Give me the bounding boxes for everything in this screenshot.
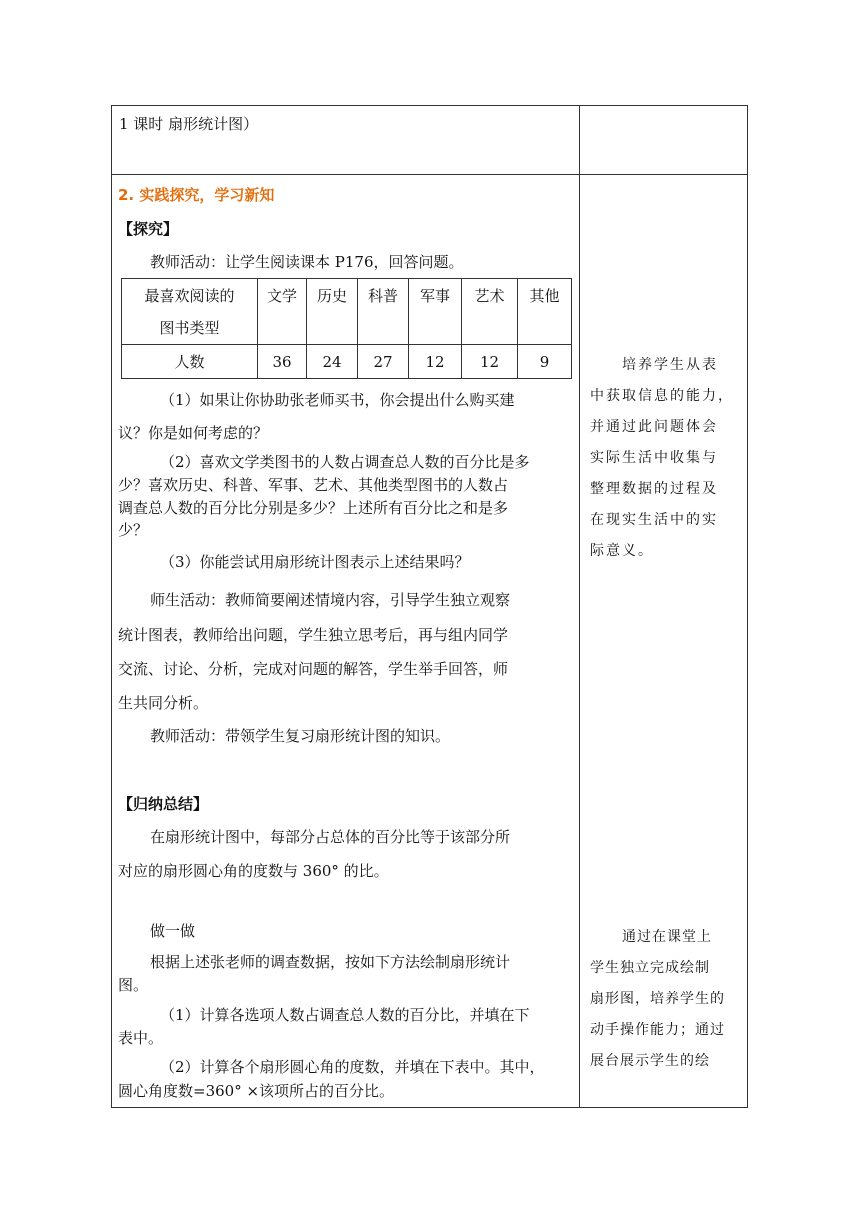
review-activity: 教师活动：带领学生复习扇形统计图的知识。 [150, 727, 451, 745]
question-2-line1: （2）喜欢文学类图书的人数占调查总人数的百分比是多 [160, 453, 530, 471]
header-line1: 最喜欢阅读的 [144, 286, 235, 305]
category-cell: 艺术 [462, 279, 518, 345]
header-line2: 图书类型 [159, 318, 220, 337]
practice-intro-line1: 根据上述张老师的调查数据，按如下方法绘制扇形统计 [150, 953, 511, 971]
table-header-label [122, 279, 258, 345]
question-2-line2: 少？喜欢历史、科普、军事、艺术、其他类型图书的人数占 [118, 476, 509, 494]
summary-line1: 在扇形统计图中，每部分占总体的百分比等于该部分所 [150, 828, 511, 846]
side-note-2-line: 扇形图，培养学生的 [590, 991, 725, 1007]
category-cell: 军事 [409, 279, 462, 345]
side-note-1-line: 际意义。 [590, 543, 654, 559]
value-cell: 12 [409, 345, 462, 379]
side-note-1-line: 整理数据的过程及 [590, 481, 718, 497]
side-note-1-line: 实际生活中收集与 [590, 450, 718, 466]
section-title: 2. 实践探究，学习新知 [118, 186, 275, 204]
value-cell: 24 [307, 345, 358, 379]
category-cell: 其他 [518, 279, 572, 345]
side-note-2-line: 通过在课堂上 [622, 929, 712, 945]
side-note-1-line: 中获取信息的能力， [590, 388, 734, 404]
question-3: （3）你能尝试用扇形统计图表示上述结果吗？ [160, 553, 470, 571]
practice-step1-line1: （1）计算各选项人数占调查总人数的百分比，并填在下 [160, 1006, 530, 1024]
value-cell: 12 [462, 345, 518, 379]
summary-line2: 对应的扇形圆心角的度数与 360° 的比。 [118, 862, 389, 880]
teacher-student-line1: 师生活动：教师简要阐述情境内容，引导学生独立观察 [150, 591, 511, 609]
question-1-line2: 议？你是如何考虑的？ [118, 424, 269, 442]
side-note-1-line: 并通过此问题体会 [590, 419, 718, 435]
question-1-line1: （1）如果让你协助张老师买书，你会提出什么购买建 [160, 391, 515, 409]
practice-title: 做一做 [150, 922, 196, 940]
side-note-2-line: 动手操作能力；通过 [590, 1022, 725, 1038]
top-row-text: 1 课时 扇形统计图） [119, 115, 259, 133]
teacher-student-line3: 交流、讨论、分析，完成对问题的解答，学生举手回答，师 [118, 660, 509, 678]
category-cell: 历史 [307, 279, 358, 345]
row-divider [111, 174, 748, 175]
side-note-1-line: 培养学生从表 [622, 357, 718, 373]
practice-step1-line2: 表中。 [118, 1029, 164, 1047]
side-note-1 [590, 350, 740, 567]
teacher-student-line2: 统计图表，教师给出问题，学生独立思考后，再与组内同学 [118, 626, 509, 644]
practice-intro-line2: 图。 [118, 976, 149, 994]
category-cell: 科普 [358, 279, 409, 345]
side-note-2-line: 学生独立完成绘制 [590, 960, 710, 976]
explore-heading: 【探究】 [118, 220, 179, 238]
category-cell: 文学 [258, 279, 307, 345]
value-cell: 9 [518, 345, 572, 379]
question-2-line3: 调查总人数的百分比分别是多少？上述所有百分比之和是多 [118, 499, 509, 517]
summary-heading: 【归纳总结】 [118, 795, 209, 813]
column-divider [579, 105, 580, 1108]
side-note-1-line: 在现实生活中的实 [590, 512, 718, 528]
side-note-2-line: 展台展示学生的绘 [590, 1053, 710, 1069]
question-2-line4: 少？ [118, 521, 149, 539]
side-note-2 [590, 922, 740, 1077]
practice-step2-line2: 圆心角度数=360° ×该项所占的百分比。 [118, 1082, 395, 1100]
teacher-activity: 教师活动：让学生阅读课本 P176，回答问题。 [150, 253, 464, 271]
teacher-student-line4: 生共同分析。 [118, 694, 209, 712]
reading-survey-table [121, 278, 572, 379]
value-cell: 36 [258, 345, 307, 379]
value-cell: 27 [358, 345, 409, 379]
practice-step2-line1: （2）计算各个扇形圆心角的度数，并填在下表中。其中， [160, 1058, 545, 1076]
row-label: 人数 [122, 345, 258, 379]
